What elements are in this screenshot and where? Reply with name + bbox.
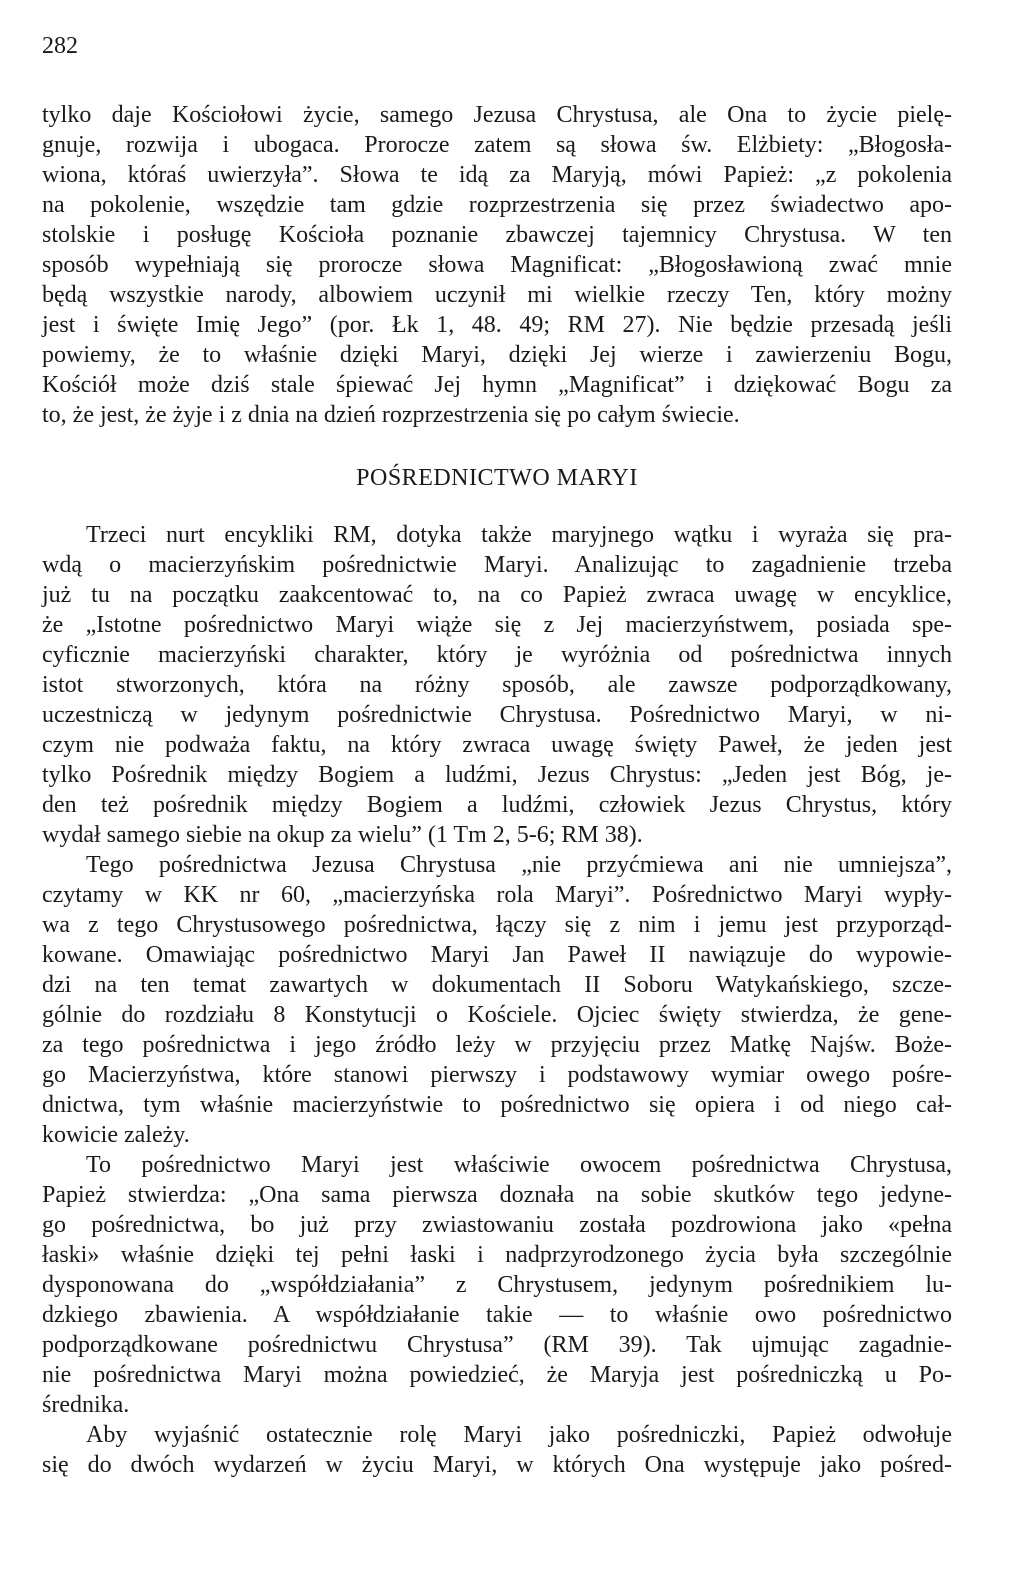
section-heading: POŚREDNICTWO MARYI: [356, 465, 638, 491]
text-line: czytamy w KK nr 60, „macierzyńska rola Maryi”. Pośrednictwo Maryi wypły-: [42, 882, 952, 908]
text-line: że „Istotne pośrednictwo Maryi wiąże się z Jej macierzyństwem, posiada spe-: [42, 612, 952, 638]
text-line: to, że jest, że żyje i z dnia na dzień rozprzestrzenia się po całym świecie.: [42, 402, 740, 428]
text-line: dnictwa, tym właśnie macierzyństwie to pośrednictwo się opiera i od niego cał-: [42, 1092, 952, 1118]
text-line: Kościół może dziś stale śpiewać Jej hymn „Magnificat” i dziękować Bogu za: [42, 372, 952, 398]
text-line: nie pośrednictwa Maryi można powiedzieć, że Maryja jest pośredniczką u Po-: [42, 1362, 952, 1388]
text-line: gnuje, rozwija i ubogaca. Prorocze zatem są słowa św. Elżbiety: „Błogosła-: [42, 132, 952, 158]
text-line: za tego pośrednictwa i jego źródło leży w przyjęciu przez Matkę Najśw. Boże-: [42, 1032, 952, 1058]
opening-paragraph: [42, 100, 952, 430]
text-line: wydał samego siebie na okup za wielu” (1 Tm 2, 5-6; RM 38).: [42, 822, 643, 848]
text-line: kowicie zależy.: [42, 1122, 190, 1148]
text-line: na pokolenie, wszędzie tam gdzie rozprzestrzenia się przez świadectwo apo-: [42, 192, 952, 218]
text-line: wiona, któraś uwierzyła”. Słowa te idą za Maryją, mówi Papież: „z pokolenia: [42, 162, 952, 188]
text-line: Papież stwierdza: „Ona sama pierwsza doznała na sobie skutków tego jedyne-: [42, 1182, 952, 1208]
page-number: 282: [42, 33, 78, 59]
text-line: dzi na ten temat zawartych w dokumentach II Soboru Watykańskiego, szcze-: [42, 972, 952, 998]
text-line: jest i święte Imię Jego” (por. Łk 1, 48. 49; RM 27). Nie będzie przesadą jeśli: [42, 312, 952, 338]
text-line: tylko daje Kościołowi życie, samego Jezusa Chrystusa, ale Ona to życie pielę-: [42, 102, 952, 128]
text-line: średnika.: [42, 1392, 130, 1418]
text-line: istot stworzonych, która na różny sposób, ale zawsze podporządkowany,: [42, 672, 952, 698]
text-line: czym nie podważa faktu, na który zwraca uwagę święty Paweł, że jeden jest: [42, 732, 952, 758]
text-line: Aby wyjaśnić ostatecznie rolę Maryi jako pośredniczki, Papież odwołuje: [86, 1422, 952, 1448]
text-line: stolskie i posługę Kościoła poznanie zbawczej tajemnicy Chrystusa. W ten: [42, 222, 952, 248]
text-line: się do dwóch wydarzeń w życiu Maryi, w których Ona występuje jako pośred-: [42, 1452, 952, 1478]
text-line: wa z tego Chrystusowego pośrednictwa, łączy się z nim i jemu jest przyporząd-: [42, 912, 952, 938]
section-body: [42, 520, 952, 1480]
text-line: uczestniczą w jedynym pośrednictwie Chrystusa. Pośrednictwo Maryi, w ni-: [42, 702, 952, 728]
text-line: już tu na początku zaakcentować to, na co Papież zwraca uwagę w encyklice,: [42, 582, 952, 608]
text-line: wdą o macierzyńskim pośrednictwie Maryi. Analizując to zagadnienie trzeba: [42, 552, 952, 578]
text-line: dysponowana do „współdziałania” z Chrystusem, jedynym pośrednikiem lu-: [42, 1272, 952, 1298]
text-line: podporządkowane pośrednictwu Chrystusa” (RM 39). Tak ujmując zagadnie-: [42, 1332, 952, 1358]
text-line: tylko Pośrednik między Bogiem a ludźmi, Jezus Chrystus: „Jeden jest Bóg, je-: [42, 762, 952, 788]
text-line: powiemy, że to właśnie dzięki Maryi, dzięki Jej wierze i zawierzeniu Bogu,: [42, 342, 952, 368]
text-line: Trzeci nurt encykliki RM, dotyka także maryjnego wątku i wyraża się pra-: [86, 522, 952, 548]
text-line: dzkiego zbawienia. A współdziałanie takie — to właśnie owo pośrednictwo: [42, 1302, 952, 1328]
text-line: den też pośrednik między Bogiem a ludźmi, człowiek Jezus Chrystus, który: [42, 792, 952, 818]
text-line: kowane. Omawiając pośrednictwo Maryi Jan Paweł II nawiązuje do wypowie-: [42, 942, 952, 968]
text-line: go pośrednictwa, bo już przy zwiastowaniu została pozdrowiona jako «pełna: [42, 1212, 952, 1238]
text-line: łaski» właśnie dzięki tej pełni łaski i nadprzyrodzonego życia była szczególnie: [42, 1242, 952, 1268]
text-line: cyficznie macierzyński charakter, który je wyróżnia od pośrednictwa innych: [42, 642, 952, 668]
text-line: gólnie do rozdziału 8 Konstytucji o Kościele. Ojciec święty stwierdza, że gene-: [42, 1002, 952, 1028]
text-line: To pośrednictwo Maryi jest właściwie owocem pośrednictwa Chrystusa,: [86, 1152, 952, 1178]
text-line: sposób wypełniają się prorocze słowa Magnificat: „Błogosławioną zwać mnie: [42, 252, 952, 278]
text-line: go Macierzyństwa, które stanowi pierwszy i podstawowy wymiar owego pośre-: [42, 1062, 952, 1088]
text-line: będą wszystkie narody, albowiem uczynił mi wielkie rzeczy Ten, który możny: [42, 282, 952, 308]
text-line: Tego pośrednictwa Jezusa Chrystusa „nie przyćmiewa ani nie umniejsza”,: [86, 852, 952, 878]
